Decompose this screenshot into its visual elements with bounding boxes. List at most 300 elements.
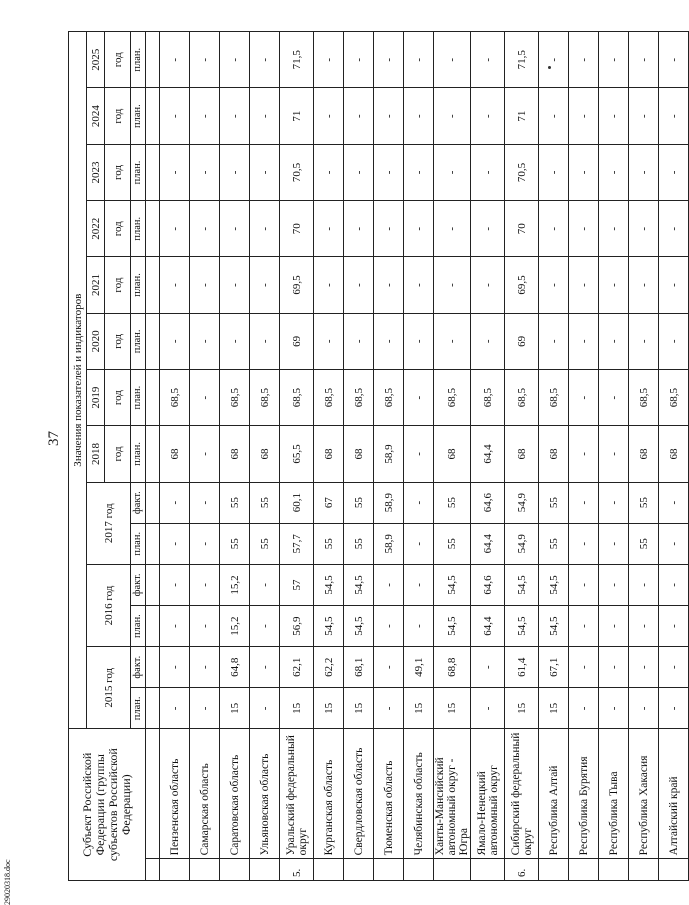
- row-number: [539, 859, 569, 881]
- value-cell: -: [629, 257, 659, 313]
- value-cell: -: [404, 201, 434, 257]
- value-cell: -: [569, 564, 599, 605]
- value-cell: -: [659, 482, 689, 523]
- value-cell: -: [599, 369, 629, 425]
- value-cell: 61,4: [505, 647, 539, 688]
- value-cell: 55: [539, 482, 569, 523]
- value-cell: -: [404, 564, 434, 605]
- value-cell: 68,5: [280, 369, 314, 425]
- value-cell: -: [344, 32, 374, 89]
- table-row: [344, 32, 374, 881]
- year-header-unit: год: [105, 313, 131, 369]
- indicators-header: Значения показателей и индикаторов: [69, 32, 87, 729]
- subject-name: Алтайский край: [659, 729, 689, 859]
- value-cell: -: [220, 257, 250, 313]
- value-cell: -: [250, 144, 280, 200]
- value-cell: -: [599, 257, 629, 313]
- value-cell: 54,5: [539, 606, 569, 647]
- value-cell: 57: [280, 564, 314, 605]
- value-cell: 67,1: [539, 647, 569, 688]
- value-cell: -: [629, 88, 659, 144]
- value-cell: 54,9: [505, 482, 539, 523]
- value-cell: -: [599, 606, 629, 647]
- value-cell: 71,5: [280, 32, 314, 89]
- table-row: [599, 32, 629, 881]
- value-cell: -: [539, 32, 569, 89]
- row-number: [160, 859, 190, 881]
- value-cell: 54,5: [505, 564, 539, 605]
- subject-name: Ульяновская область: [250, 729, 280, 859]
- subject-name: Ямало-Ненецкий автономный округ: [471, 729, 505, 859]
- value-cell: -: [599, 88, 629, 144]
- indicators-table: [68, 31, 689, 881]
- value-cell: -: [374, 688, 404, 729]
- value-cell: -: [599, 32, 629, 89]
- value-cell: -: [404, 482, 434, 523]
- value-cell: -: [629, 564, 659, 605]
- value-cell: -: [190, 369, 220, 425]
- value-cell: -: [434, 313, 471, 369]
- value-cell: -: [569, 482, 599, 523]
- value-cell: 64,4: [471, 606, 505, 647]
- value-cell: -: [659, 201, 689, 257]
- year-header-number: 2018: [87, 426, 105, 482]
- value-cell: -: [434, 88, 471, 144]
- value-cell: -: [629, 688, 659, 729]
- value-cell: 55: [629, 523, 659, 564]
- value-cell: -: [599, 144, 629, 200]
- value-cell: -: [314, 32, 344, 89]
- value-cell: -: [250, 647, 280, 688]
- value-cell: -: [250, 201, 280, 257]
- value-cell: 69: [505, 313, 539, 369]
- subcolumn-header: план.: [131, 201, 146, 257]
- value-cell: -: [539, 313, 569, 369]
- value-cell: 55: [629, 482, 659, 523]
- value-cell: 55: [250, 523, 280, 564]
- value-cell: 55: [344, 482, 374, 523]
- value-cell: -: [160, 144, 190, 200]
- value-cell: 15,2: [220, 564, 250, 605]
- value-cell: 15: [539, 688, 569, 729]
- year-header-number: 2019: [87, 369, 105, 425]
- subject-name: Саратовская область: [220, 729, 250, 859]
- row-number: [599, 859, 629, 881]
- value-cell: -: [629, 647, 659, 688]
- value-cell: -: [190, 32, 220, 89]
- value-cell: -: [471, 144, 505, 200]
- value-cell: 58,9: [374, 482, 404, 523]
- value-cell: -: [539, 257, 569, 313]
- value-cell: -: [569, 32, 599, 89]
- row-number: [404, 859, 434, 881]
- subject-name: Пензенская область: [160, 729, 190, 859]
- value-cell: 65,5: [280, 426, 314, 482]
- value-cell: 55: [250, 482, 280, 523]
- value-cell: -: [659, 144, 689, 200]
- value-cell: -: [629, 32, 659, 89]
- value-cell: 54,5: [344, 606, 374, 647]
- row-number: [314, 859, 344, 881]
- value-cell: 68: [505, 426, 539, 482]
- value-cell: 64,4: [471, 426, 505, 482]
- value-cell: -: [569, 257, 599, 313]
- value-cell: 68: [344, 426, 374, 482]
- value-cell: -: [344, 88, 374, 144]
- value-cell: -: [220, 144, 250, 200]
- value-cell: 68,5: [434, 369, 471, 425]
- value-cell: -: [599, 647, 629, 688]
- subject-name: Республика Хакасия: [629, 729, 659, 859]
- year-header-number: 2021: [87, 257, 105, 313]
- value-cell: 68: [314, 426, 344, 482]
- table-row: [314, 32, 344, 881]
- value-cell: -: [569, 144, 599, 200]
- value-cell: -: [599, 482, 629, 523]
- year-header: 2015 год: [87, 647, 131, 729]
- year-header-unit: год: [105, 32, 131, 89]
- value-cell: 15: [220, 688, 250, 729]
- value-cell: 69,5: [280, 257, 314, 313]
- subject-name: Самарская область: [190, 729, 220, 859]
- value-cell: 71: [505, 88, 539, 144]
- subject-name: Республика Бурятия: [569, 729, 599, 859]
- value-cell: -: [471, 257, 505, 313]
- value-cell: 68,5: [374, 369, 404, 425]
- spacer-row: [146, 32, 160, 881]
- value-cell: -: [404, 369, 434, 425]
- value-cell: 69,5: [505, 257, 539, 313]
- row-number: [659, 859, 689, 881]
- row-number: [250, 859, 280, 881]
- value-cell: 64,6: [471, 482, 505, 523]
- value-cell: -: [160, 688, 190, 729]
- value-cell: 68,5: [659, 369, 689, 425]
- value-cell: 68: [659, 426, 689, 482]
- table-body: [146, 32, 689, 881]
- value-cell: -: [160, 32, 190, 89]
- value-cell: -: [190, 606, 220, 647]
- value-cell: -: [220, 88, 250, 144]
- value-cell: -: [659, 32, 689, 89]
- value-cell: -: [250, 88, 280, 144]
- value-cell: 68: [539, 426, 569, 482]
- value-cell: -: [471, 32, 505, 89]
- value-cell: 55: [314, 523, 344, 564]
- table-row: [160, 32, 190, 881]
- value-cell: 58,9: [374, 426, 404, 482]
- value-cell: 68,5: [220, 369, 250, 425]
- subcolumn-header: план.: [131, 313, 146, 369]
- value-cell: 68,5: [250, 369, 280, 425]
- subject-name: Республика Алтай: [539, 729, 569, 859]
- value-cell: -: [404, 32, 434, 89]
- value-cell: -: [659, 88, 689, 144]
- value-cell: -: [160, 313, 190, 369]
- value-cell: -: [190, 144, 220, 200]
- year-header-unit: год: [105, 369, 131, 425]
- value-cell: -: [629, 144, 659, 200]
- table-row: [659, 32, 689, 881]
- value-cell: -: [190, 426, 220, 482]
- value-cell: 68,8: [434, 647, 471, 688]
- year-header: 2016 год: [87, 564, 131, 646]
- table-row: [434, 32, 471, 881]
- row-number: [569, 859, 599, 881]
- value-cell: 15: [314, 688, 344, 729]
- row-number: [629, 859, 659, 881]
- value-cell: -: [659, 688, 689, 729]
- row-number: 6.: [505, 859, 539, 881]
- table-row: [190, 32, 220, 881]
- rotated-table-container: [68, 31, 680, 881]
- value-cell: -: [539, 144, 569, 200]
- year-header-unit: год: [105, 88, 131, 144]
- value-cell: -: [404, 523, 434, 564]
- value-cell: -: [569, 88, 599, 144]
- value-cell: -: [374, 88, 404, 144]
- value-cell: -: [314, 257, 344, 313]
- subject-name: Сибирский федеральный округ: [505, 729, 539, 859]
- value-cell: -: [160, 606, 190, 647]
- value-cell: -: [471, 647, 505, 688]
- value-cell: -: [599, 426, 629, 482]
- year-header-unit: год: [105, 426, 131, 482]
- value-cell: 62,2: [314, 647, 344, 688]
- subject-name: Курганская область: [314, 729, 344, 859]
- value-cell: 68: [250, 426, 280, 482]
- value-cell: -: [569, 369, 599, 425]
- value-cell: -: [190, 523, 220, 564]
- value-cell: 70: [280, 201, 314, 257]
- table-row: [404, 32, 434, 881]
- value-cell: 54,5: [434, 564, 471, 605]
- row-number: 5.: [280, 859, 314, 881]
- value-cell: 69: [280, 313, 314, 369]
- value-cell: -: [629, 606, 659, 647]
- value-cell: 70,5: [505, 144, 539, 200]
- value-cell: 55: [434, 523, 471, 564]
- value-cell: -: [160, 257, 190, 313]
- value-cell: 68: [629, 426, 659, 482]
- value-cell: 55: [539, 523, 569, 564]
- value-cell: 62,1: [280, 647, 314, 688]
- value-cell: -: [569, 426, 599, 482]
- value-cell: -: [404, 257, 434, 313]
- value-cell: 15: [404, 688, 434, 729]
- value-cell: -: [569, 647, 599, 688]
- value-cell: 68,5: [314, 369, 344, 425]
- subcolumn-header: план.: [131, 144, 146, 200]
- value-cell: -: [160, 523, 190, 564]
- value-cell: 49,1: [404, 647, 434, 688]
- value-cell: -: [374, 606, 404, 647]
- value-cell: -: [190, 564, 220, 605]
- value-cell: 54,5: [314, 606, 344, 647]
- value-cell: -: [659, 606, 689, 647]
- value-cell: 54,9: [505, 523, 539, 564]
- value-cell: -: [344, 144, 374, 200]
- value-cell: -: [220, 313, 250, 369]
- value-cell: 64,8: [220, 647, 250, 688]
- value-cell: 15: [505, 688, 539, 729]
- value-cell: 68,5: [344, 369, 374, 425]
- value-cell: -: [569, 523, 599, 564]
- value-cell: 55: [220, 482, 250, 523]
- year-header-number: 2020: [87, 313, 105, 369]
- value-cell: -: [344, 313, 374, 369]
- year-header-number: 2024: [87, 88, 105, 144]
- table-row: [629, 32, 659, 881]
- value-cell: 60,1: [280, 482, 314, 523]
- subcolumn-header: факт.: [131, 564, 146, 605]
- value-cell: -: [434, 32, 471, 89]
- value-cell: 54,5: [344, 564, 374, 605]
- value-cell: 55: [344, 523, 374, 564]
- value-cell: -: [404, 426, 434, 482]
- value-cell: -: [404, 313, 434, 369]
- value-cell: -: [250, 564, 280, 605]
- table-row: [280, 32, 314, 881]
- footer-doc-id: 29020318.doc: [3, 859, 12, 905]
- value-cell: 15: [434, 688, 471, 729]
- year-header-number: 2023: [87, 144, 105, 200]
- value-cell: -: [160, 647, 190, 688]
- value-cell: -: [190, 88, 220, 144]
- value-cell: -: [190, 201, 220, 257]
- value-cell: 70,5: [280, 144, 314, 200]
- value-cell: -: [250, 313, 280, 369]
- subject-name: Уральский федеральный округ: [280, 729, 314, 859]
- value-cell: -: [250, 32, 280, 89]
- value-cell: -: [599, 201, 629, 257]
- value-cell: -: [659, 313, 689, 369]
- value-cell: -: [569, 688, 599, 729]
- value-cell: 15: [344, 688, 374, 729]
- value-cell: 68,5: [471, 369, 505, 425]
- value-cell: -: [190, 482, 220, 523]
- value-cell: 68: [434, 426, 471, 482]
- value-cell: -: [629, 313, 659, 369]
- value-cell: -: [160, 201, 190, 257]
- value-cell: -: [569, 313, 599, 369]
- value-cell: -: [374, 564, 404, 605]
- value-cell: -: [471, 88, 505, 144]
- row-number: [434, 859, 471, 881]
- subcolumn-header: факт.: [131, 647, 146, 688]
- value-cell: 68,5: [160, 369, 190, 425]
- value-cell: -: [471, 688, 505, 729]
- year-header-unit: год: [105, 201, 131, 257]
- value-cell: -: [190, 257, 220, 313]
- value-cell: -: [659, 564, 689, 605]
- value-cell: -: [190, 313, 220, 369]
- page-number: 37: [46, 431, 62, 446]
- value-cell: 15,2: [220, 606, 250, 647]
- value-cell: -: [404, 144, 434, 200]
- value-cell: 55: [434, 482, 471, 523]
- value-cell: 55: [220, 523, 250, 564]
- subject-name: Ханты-Мансийский автономный округ - Югра: [434, 729, 471, 859]
- subcolumn-header: план.: [131, 606, 146, 647]
- table-row: [471, 32, 505, 881]
- value-cell: 67: [314, 482, 344, 523]
- value-cell: -: [539, 88, 569, 144]
- value-cell: 57,7: [280, 523, 314, 564]
- table-row: [505, 32, 539, 881]
- value-cell: -: [344, 257, 374, 313]
- value-cell: 54,5: [314, 564, 344, 605]
- value-cell: -: [599, 523, 629, 564]
- value-cell: -: [160, 564, 190, 605]
- value-cell: 70: [505, 201, 539, 257]
- value-cell: -: [599, 564, 629, 605]
- table-row: [374, 32, 404, 881]
- subject-name: Челябинская область: [404, 729, 434, 859]
- value-cell: -: [190, 688, 220, 729]
- year-header-number: 2022: [87, 201, 105, 257]
- value-cell: -: [404, 606, 434, 647]
- row-number: [374, 859, 404, 881]
- value-cell: -: [190, 647, 220, 688]
- value-cell: -: [314, 144, 344, 200]
- value-cell: -: [539, 201, 569, 257]
- value-cell: -: [374, 144, 404, 200]
- value-cell: 71,5: [505, 32, 539, 89]
- value-cell: 64,4: [471, 523, 505, 564]
- value-cell: 68: [220, 426, 250, 482]
- value-cell: 54,5: [505, 606, 539, 647]
- row-number: [471, 859, 505, 881]
- subject-header: Субъект Российской Федерации (группы субъектов Российской Федерации): [69, 729, 146, 881]
- value-cell: 68,5: [629, 369, 659, 425]
- subcolumn-header: план.: [131, 523, 146, 564]
- value-cell: -: [434, 257, 471, 313]
- value-cell: -: [374, 313, 404, 369]
- value-cell: -: [569, 201, 599, 257]
- value-cell: 71: [280, 88, 314, 144]
- subcolumn-header: факт.: [131, 482, 146, 523]
- value-cell: -: [250, 257, 280, 313]
- subcolumn-header: план.: [131, 688, 146, 729]
- table-row: [539, 32, 569, 881]
- year-header-unit: год: [105, 257, 131, 313]
- value-cell: -: [160, 482, 190, 523]
- value-cell: -: [314, 88, 344, 144]
- value-cell: -: [314, 313, 344, 369]
- value-cell: -: [629, 201, 659, 257]
- value-cell: 68,5: [539, 369, 569, 425]
- value-cell: -: [599, 688, 629, 729]
- value-cell: -: [471, 313, 505, 369]
- value-cell: -: [659, 523, 689, 564]
- subject-name: Свердловская область: [344, 729, 374, 859]
- value-cell: -: [374, 201, 404, 257]
- value-cell: 58,9: [374, 523, 404, 564]
- value-cell: 68: [160, 426, 190, 482]
- value-cell: 56,9: [280, 606, 314, 647]
- value-cell: -: [471, 201, 505, 257]
- subcolumn-header: план.: [131, 88, 146, 144]
- value-cell: 54,5: [434, 606, 471, 647]
- value-cell: -: [314, 201, 344, 257]
- value-cell: -: [599, 313, 629, 369]
- value-cell: -: [374, 647, 404, 688]
- subcolumn-header: план.: [131, 257, 146, 313]
- value-cell: -: [404, 88, 434, 144]
- value-cell: -: [160, 88, 190, 144]
- row-number: [190, 859, 220, 881]
